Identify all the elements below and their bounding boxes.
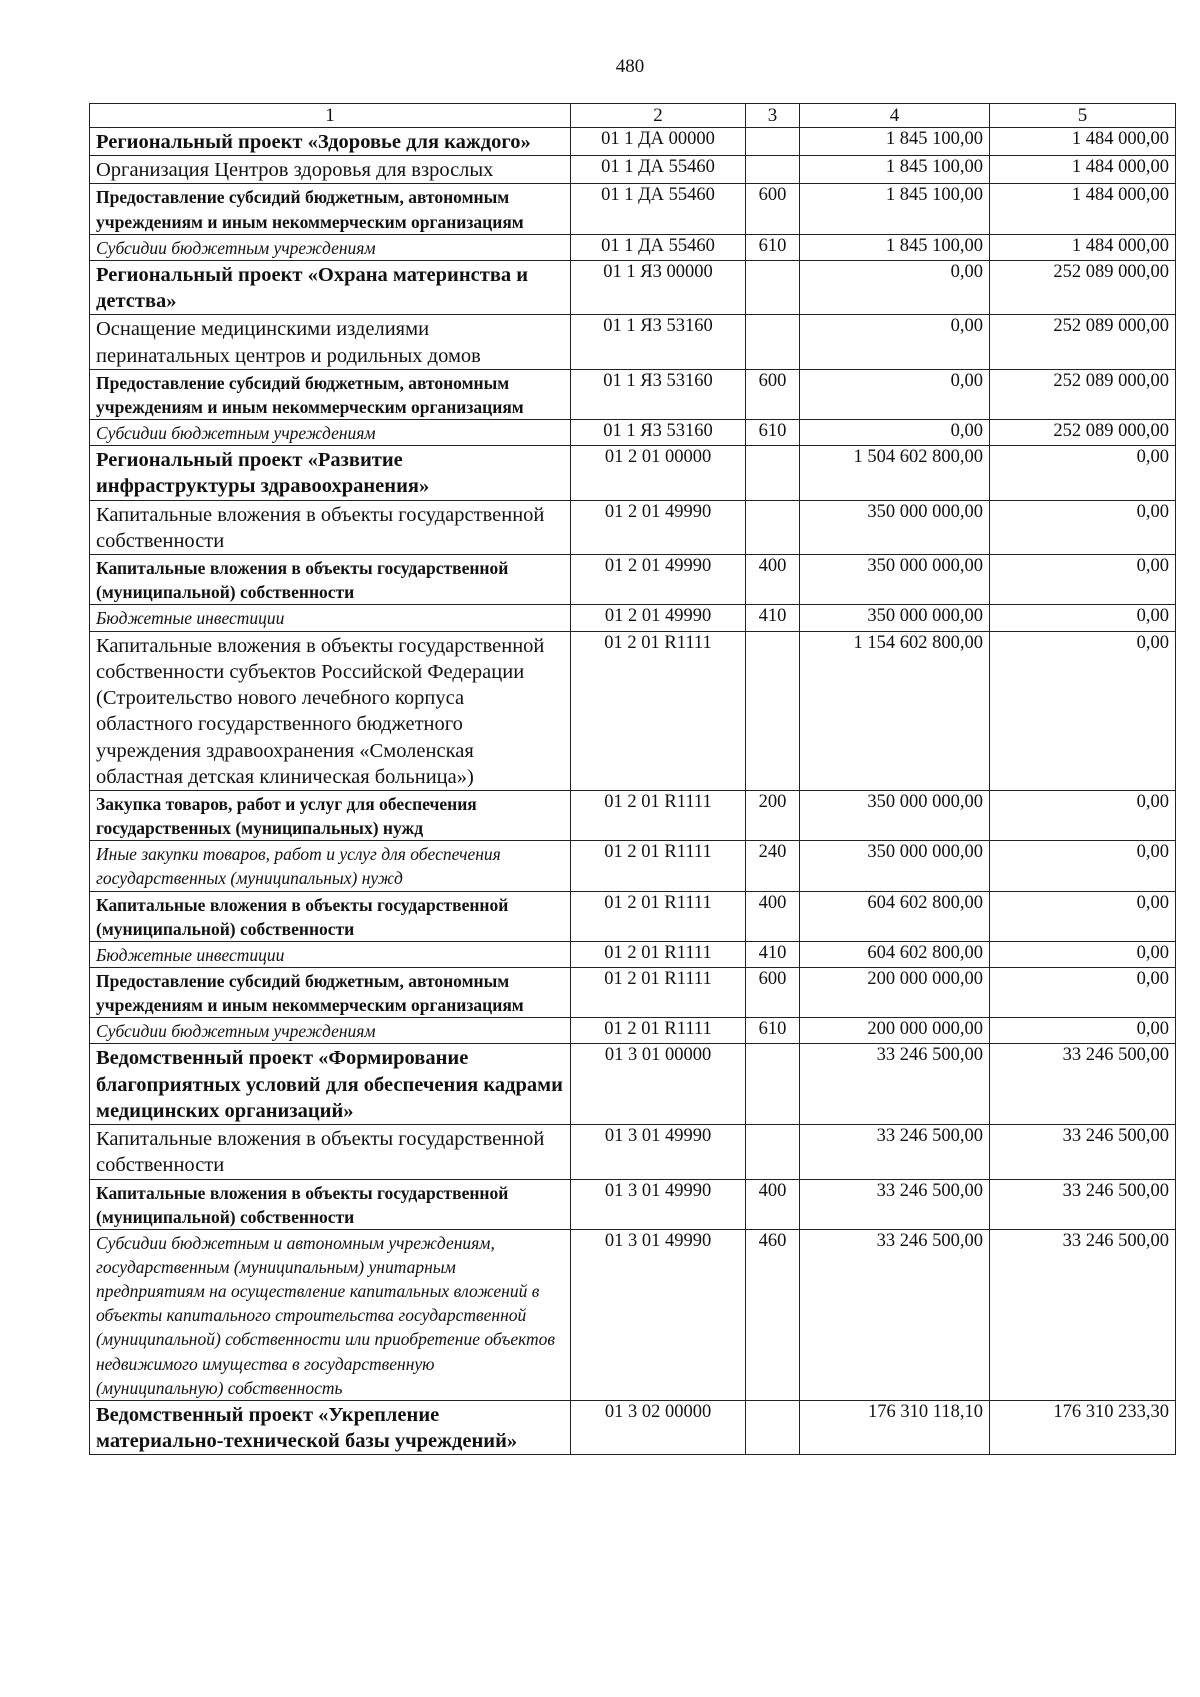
row-expense-type-cell: 240 bbox=[746, 841, 800, 891]
table-row bbox=[90, 260, 1176, 314]
row-expense-type-cell bbox=[746, 156, 800, 184]
table-row bbox=[90, 1229, 1176, 1400]
table-row bbox=[90, 891, 1176, 941]
row-code-cell: 01 2 01 49990 bbox=[571, 500, 746, 554]
row-code-cell: 01 2 01 R1111 bbox=[571, 1018, 746, 1044]
row-expense-type-cell: 600 bbox=[746, 184, 800, 234]
row-code-cell: 01 2 01 49990 bbox=[571, 605, 746, 631]
row-amount-2026-cell: 176 310 233,30 bbox=[990, 1400, 1176, 1454]
row-amount-2025-cell: 33 246 500,00 bbox=[800, 1125, 990, 1179]
row-amount-2026-cell: 0,00 bbox=[990, 968, 1176, 1018]
row-amount-2026-cell: 1 484 000,00 bbox=[990, 234, 1176, 260]
table-row bbox=[90, 1179, 1176, 1229]
table-row bbox=[90, 315, 1176, 369]
row-expense-type-cell bbox=[746, 500, 800, 554]
table-row bbox=[90, 234, 1176, 260]
row-name-cell: Ведомственный проект «Укрепление материально-технической базы учреждений» bbox=[90, 1400, 571, 1454]
row-code-cell: 01 1 ДА 55460 bbox=[571, 234, 746, 260]
row-expense-type-cell: 610 bbox=[746, 1018, 800, 1044]
table-row bbox=[90, 446, 1176, 500]
row-code-cell: 01 2 01 R1111 bbox=[571, 891, 746, 941]
row-amount-2026-cell: 252 089 000,00 bbox=[990, 315, 1176, 369]
table-row bbox=[90, 1044, 1176, 1125]
row-name-cell: Региональный проект «Охрана материнства и детства» bbox=[90, 260, 571, 314]
row-name-cell: Предоставление субсидий бюджетным, автономным учреждениям и иным некоммерческим организациям bbox=[90, 184, 571, 234]
row-name-cell: Субсидии бюджетным учреждениям bbox=[90, 1018, 571, 1044]
row-amount-2025-cell: 200 000 000,00 bbox=[800, 968, 990, 1018]
row-amount-2025-cell: 0,00 bbox=[800, 260, 990, 314]
row-amount-2025-cell: 1 845 100,00 bbox=[800, 156, 990, 184]
row-code-cell: 01 1 Я3 53160 bbox=[571, 369, 746, 419]
table-row bbox=[90, 1018, 1176, 1044]
row-name-cell: Капитальные вложения в объекты государственной собственности bbox=[90, 1125, 571, 1179]
row-amount-2025-cell: 350 000 000,00 bbox=[800, 555, 990, 605]
header-col-4: 4 bbox=[800, 104, 990, 128]
row-code-cell: 01 3 01 00000 bbox=[571, 1044, 746, 1125]
row-expense-type-cell: 400 bbox=[746, 555, 800, 605]
row-code-cell: 01 1 ДА 00000 bbox=[571, 128, 746, 156]
row-amount-2026-cell: 0,00 bbox=[990, 1018, 1176, 1044]
table-row bbox=[90, 968, 1176, 1018]
table-row bbox=[90, 184, 1176, 234]
row-amount-2025-cell: 1 504 602 800,00 bbox=[800, 446, 990, 500]
row-code-cell: 01 2 01 00000 bbox=[571, 446, 746, 500]
row-amount-2025-cell: 350 000 000,00 bbox=[800, 605, 990, 631]
table-row bbox=[90, 605, 1176, 631]
row-code-cell: 01 2 01 R1111 bbox=[571, 968, 746, 1018]
row-expense-type-cell bbox=[746, 631, 800, 790]
row-name-cell: Субсидии бюджетным учреждениям bbox=[90, 234, 571, 260]
row-amount-2026-cell: 0,00 bbox=[990, 446, 1176, 500]
row-code-cell: 01 1 Я3 53160 bbox=[571, 420, 746, 446]
budget-table bbox=[89, 103, 1176, 1455]
row-amount-2026-cell: 0,00 bbox=[990, 941, 1176, 967]
row-expense-type-cell: 460 bbox=[746, 1229, 800, 1400]
row-amount-2025-cell: 1 154 602 800,00 bbox=[800, 631, 990, 790]
header-col-2: 2 bbox=[571, 104, 746, 128]
row-amount-2026-cell: 0,00 bbox=[990, 791, 1176, 841]
header-row bbox=[90, 104, 1176, 128]
row-code-cell: 01 3 02 00000 bbox=[571, 1400, 746, 1454]
row-code-cell: 01 1 ДА 55460 bbox=[571, 156, 746, 184]
row-expense-type-cell: 610 bbox=[746, 420, 800, 446]
row-amount-2025-cell: 0,00 bbox=[800, 369, 990, 419]
row-name-cell: Бюджетные инвестиции bbox=[90, 605, 571, 631]
row-name-cell: Иные закупки товаров, работ и услуг для обеспечения государственных (муниципальных) нужд bbox=[90, 841, 571, 891]
row-amount-2026-cell: 1 484 000,00 bbox=[990, 184, 1176, 234]
row-amount-2025-cell: 33 246 500,00 bbox=[800, 1229, 990, 1400]
row-amount-2025-cell: 0,00 bbox=[800, 315, 990, 369]
row-code-cell: 01 3 01 49990 bbox=[571, 1179, 746, 1229]
row-expense-type-cell bbox=[746, 1400, 800, 1454]
page-number: 480 bbox=[615, 56, 645, 77]
row-amount-2026-cell: 0,00 bbox=[990, 500, 1176, 554]
row-amount-2025-cell: 350 000 000,00 bbox=[800, 500, 990, 554]
row-name-cell: Ведомственный проект «Формирование благоприятных условий для обеспечения кадрами медицинских организаций» bbox=[90, 1044, 571, 1125]
row-name-cell: Субсидии бюджетным учреждениям bbox=[90, 420, 571, 446]
table-row bbox=[90, 500, 1176, 554]
row-name-cell: Капитальные вложения в объекты государственной собственности субъектов Российской Федерации (Строительство нового лечебного корпуса областного государственного бюджетного учреждения здравоохранения «Смоленская областная детская клиническая больница») bbox=[90, 631, 571, 790]
row-expense-type-cell: 610 bbox=[746, 234, 800, 260]
table-row bbox=[90, 1125, 1176, 1179]
table-body bbox=[90, 128, 1176, 1455]
row-name-cell: Капитальные вложения в объекты государственной (муниципальной) собственности bbox=[90, 891, 571, 941]
row-expense-type-cell bbox=[746, 260, 800, 314]
row-amount-2025-cell: 350 000 000,00 bbox=[800, 841, 990, 891]
row-expense-type-cell: 600 bbox=[746, 369, 800, 419]
row-code-cell: 01 1 ДА 55460 bbox=[571, 184, 746, 234]
row-amount-2026-cell: 252 089 000,00 bbox=[990, 260, 1176, 314]
row-expense-type-cell: 400 bbox=[746, 891, 800, 941]
table-row bbox=[90, 1400, 1176, 1454]
row-expense-type-cell bbox=[746, 128, 800, 156]
table-row bbox=[90, 369, 1176, 419]
table-row bbox=[90, 156, 1176, 184]
row-name-cell: Бюджетные инвестиции bbox=[90, 941, 571, 967]
row-code-cell: 01 2 01 R1111 bbox=[571, 941, 746, 967]
row-amount-2026-cell: 0,00 bbox=[990, 605, 1176, 631]
row-amount-2025-cell: 1 845 100,00 bbox=[800, 234, 990, 260]
table-row bbox=[90, 420, 1176, 446]
header-col-5: 5 bbox=[990, 104, 1176, 128]
row-amount-2025-cell: 604 602 800,00 bbox=[800, 941, 990, 967]
header-col-3: 3 bbox=[746, 104, 800, 128]
row-amount-2026-cell: 33 246 500,00 bbox=[990, 1125, 1176, 1179]
row-name-cell: Предоставление субсидий бюджетным, автономным учреждениям и иным некоммерческим организациям bbox=[90, 968, 571, 1018]
row-amount-2025-cell: 1 845 100,00 bbox=[800, 128, 990, 156]
row-name-cell: Капитальные вложения в объекты государственной (муниципальной) собственности bbox=[90, 1179, 571, 1229]
row-expense-type-cell bbox=[746, 446, 800, 500]
row-name-cell: Капитальные вложения в объекты государственной собственности bbox=[90, 500, 571, 554]
row-code-cell: 01 3 01 49990 bbox=[571, 1125, 746, 1179]
row-amount-2026-cell: 0,00 bbox=[990, 631, 1176, 790]
row-expense-type-cell bbox=[746, 1125, 800, 1179]
row-code-cell: 01 2 01 R1111 bbox=[571, 841, 746, 891]
row-amount-2026-cell: 0,00 bbox=[990, 841, 1176, 891]
row-expense-type-cell bbox=[746, 1044, 800, 1125]
row-name-cell: Закупка товаров, работ и услуг для обеспечения государственных (муниципальных) нужд bbox=[90, 791, 571, 841]
row-code-cell: 01 3 01 49990 bbox=[571, 1229, 746, 1400]
row-amount-2025-cell: 604 602 800,00 bbox=[800, 891, 990, 941]
row-amount-2026-cell: 1 484 000,00 bbox=[990, 128, 1176, 156]
row-code-cell: 01 1 Я3 00000 bbox=[571, 260, 746, 314]
row-expense-type-cell: 410 bbox=[746, 941, 800, 967]
row-amount-2025-cell: 0,00 bbox=[800, 420, 990, 446]
row-amount-2025-cell: 33 246 500,00 bbox=[800, 1179, 990, 1229]
row-amount-2026-cell: 252 089 000,00 bbox=[990, 369, 1176, 419]
row-amount-2026-cell: 33 246 500,00 bbox=[990, 1044, 1176, 1125]
table-row bbox=[90, 841, 1176, 891]
table-row bbox=[90, 631, 1176, 790]
row-amount-2026-cell: 1 484 000,00 bbox=[990, 156, 1176, 184]
row-name-cell: Региональный проект «Развитие инфраструктуры здравоохранения» bbox=[90, 446, 571, 500]
header-col-1: 1 bbox=[90, 104, 571, 128]
row-amount-2025-cell: 33 246 500,00 bbox=[800, 1044, 990, 1125]
row-amount-2026-cell: 33 246 500,00 bbox=[990, 1229, 1176, 1400]
table-row bbox=[90, 128, 1176, 156]
row-expense-type-cell bbox=[746, 315, 800, 369]
row-amount-2025-cell: 350 000 000,00 bbox=[800, 791, 990, 841]
row-name-cell: Капитальные вложения в объекты государственной (муниципальной) собственности bbox=[90, 555, 571, 605]
row-code-cell: 01 2 01 R1111 bbox=[571, 791, 746, 841]
row-name-cell: Предоставление субсидий бюджетным, автономным учреждениям и иным некоммерческим организациям bbox=[90, 369, 571, 419]
row-code-cell: 01 2 01 R1111 bbox=[571, 631, 746, 790]
row-name-cell: Региональный проект «Здоровье для каждого» bbox=[90, 128, 571, 156]
row-expense-type-cell: 600 bbox=[746, 968, 800, 1018]
row-amount-2025-cell: 200 000 000,00 bbox=[800, 1018, 990, 1044]
table-row bbox=[90, 791, 1176, 841]
row-expense-type-cell: 410 bbox=[746, 605, 800, 631]
row-expense-type-cell: 400 bbox=[746, 1179, 800, 1229]
row-amount-2026-cell: 0,00 bbox=[990, 891, 1176, 941]
row-name-cell: Субсидии бюджетным и автономным учреждениям, государственным (муниципальным) унитарным предприятиям на осуществление капитальных вложений в объекты капитального строительства государственной (муниципальной) собственности или приобретение объектов недвижимого имущества в государственную (муниципальную) собственность bbox=[90, 1229, 571, 1400]
row-code-cell: 01 2 01 49990 bbox=[571, 555, 746, 605]
row-name-cell: Оснащение медицинскими изделиями перинатальных центров и родильных домов bbox=[90, 315, 571, 369]
table-row bbox=[90, 941, 1176, 967]
table-row bbox=[90, 555, 1176, 605]
row-amount-2026-cell: 33 246 500,00 bbox=[990, 1179, 1176, 1229]
row-amount-2026-cell: 252 089 000,00 bbox=[990, 420, 1176, 446]
row-expense-type-cell: 200 bbox=[746, 791, 800, 841]
row-code-cell: 01 1 Я3 53160 bbox=[571, 315, 746, 369]
row-amount-2026-cell: 0,00 bbox=[990, 555, 1176, 605]
row-name-cell: Организация Центров здоровья для взрослых bbox=[90, 156, 571, 184]
row-amount-2025-cell: 176 310 118,10 bbox=[800, 1400, 990, 1454]
row-amount-2025-cell: 1 845 100,00 bbox=[800, 184, 990, 234]
